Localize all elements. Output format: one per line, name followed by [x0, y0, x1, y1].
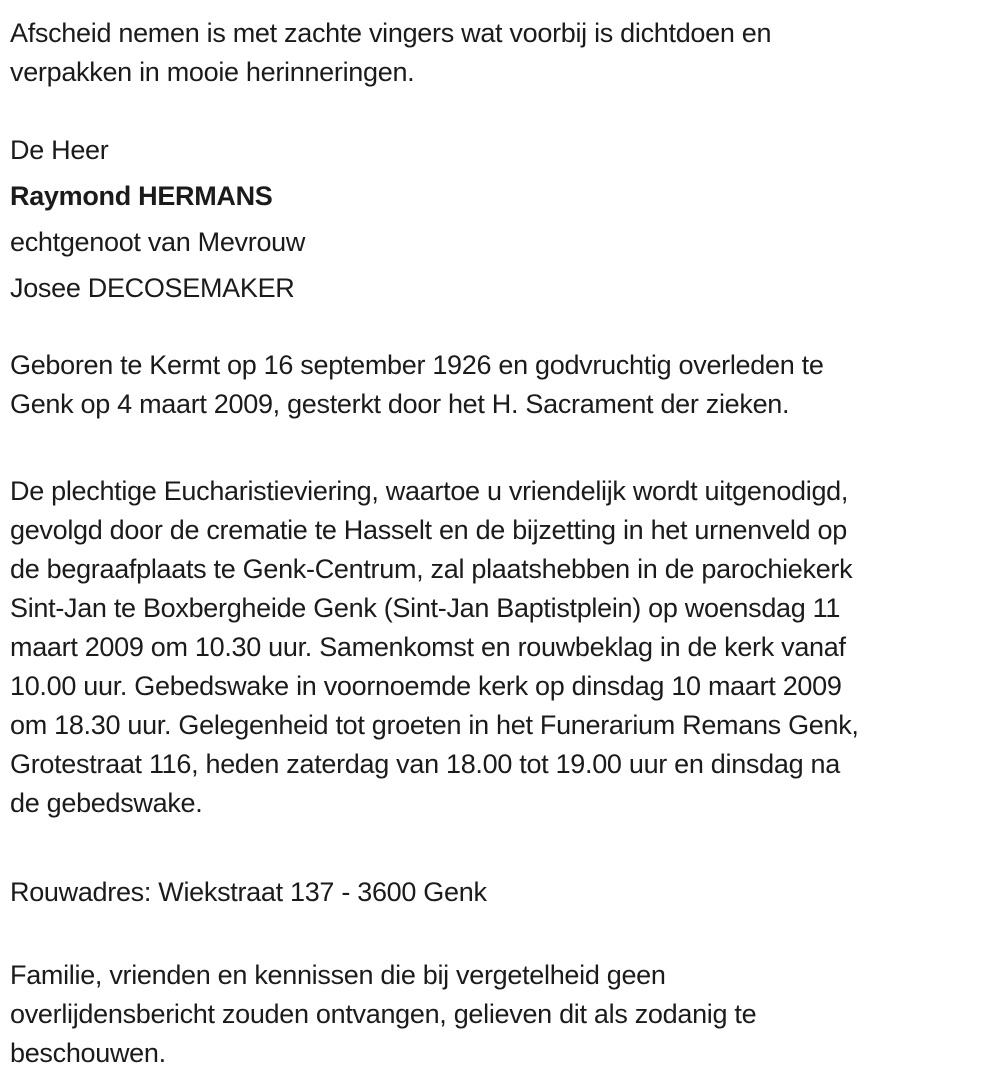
ceremony-line-1: De plechtige Eucharistieviering, waartoe u vriendelijk wordt uitgenodigd,: [10, 476, 849, 506]
ceremony-line-7: om 18.30 uur. Gelegenheid tot groeten in het Funerarium Remans Genk,: [10, 710, 859, 740]
ceremony-line-2: gevolgd door de crematie te Hasselt en de bijzetting in het urnenveld op: [10, 515, 847, 545]
ceremony-line-8: Grotestraat 116, heden zaterdag van 18.00 tot 19.00 uur en dinsdag na: [10, 749, 840, 779]
epigraph-line-1: Afscheid nemen is met zachte vingers wat voorbij is dichtdoen en: [10, 18, 772, 48]
epigraph-paragraph: [10, 14, 992, 92]
deceased-salutation: De Heer: [10, 135, 109, 165]
apology-line-3: beschouwen.: [10, 1038, 166, 1068]
epigraph-line-2: verpakken in mooie herinneringen.: [10, 57, 415, 87]
life-dates-paragraph: [10, 346, 992, 424]
life-dates-line-2: Genk op 4 maart 2009, gesterkt door het H. Sacrament der zieken.: [10, 389, 790, 419]
mourning-address-paragraph: [10, 873, 992, 912]
life-dates-line-1: Geboren te Kermt op 16 september 1926 en godvruchtig overleden te: [10, 350, 824, 380]
apology-paragraph: [10, 956, 992, 1073]
ceremony-line-3: de begraafplaats te Genk-Centrum, zal plaatshebben in de parochiekerk: [10, 554, 853, 584]
ceremony-line-4: Sint-Jan te Boxbergheide Genk (Sint-Jan Baptistplein) op woensdag 11: [10, 593, 841, 623]
ceremony-line-9: de gebedswake.: [10, 788, 203, 818]
deceased-relation: echtgenoot van Mevrouw: [10, 227, 306, 257]
spouse-name: Josee DECOSEMAKER: [10, 273, 295, 303]
deceased-name: Raymond HERMANS: [10, 181, 273, 211]
ceremony-line-5: maart 2009 om 10.30 uur. Samenkomst en rouwbeklag in de kerk vanaf: [10, 632, 846, 662]
ceremony-paragraph: [10, 472, 992, 823]
deceased-block: [10, 131, 992, 308]
mourning-address: Rouwadres: Wiekstraat 137 - 3600 Genk: [10, 877, 487, 907]
apology-line-1: Familie, vrienden en kennissen die bij vergetelheid geen: [10, 960, 666, 990]
ceremony-line-6: 10.00 uur. Gebedswake in voornoemde kerk op dinsdag 10 maart 2009: [10, 671, 842, 701]
apology-line-2: overlijdensbericht zouden ontvangen, gelieven dit als zodanig te: [10, 999, 757, 1029]
